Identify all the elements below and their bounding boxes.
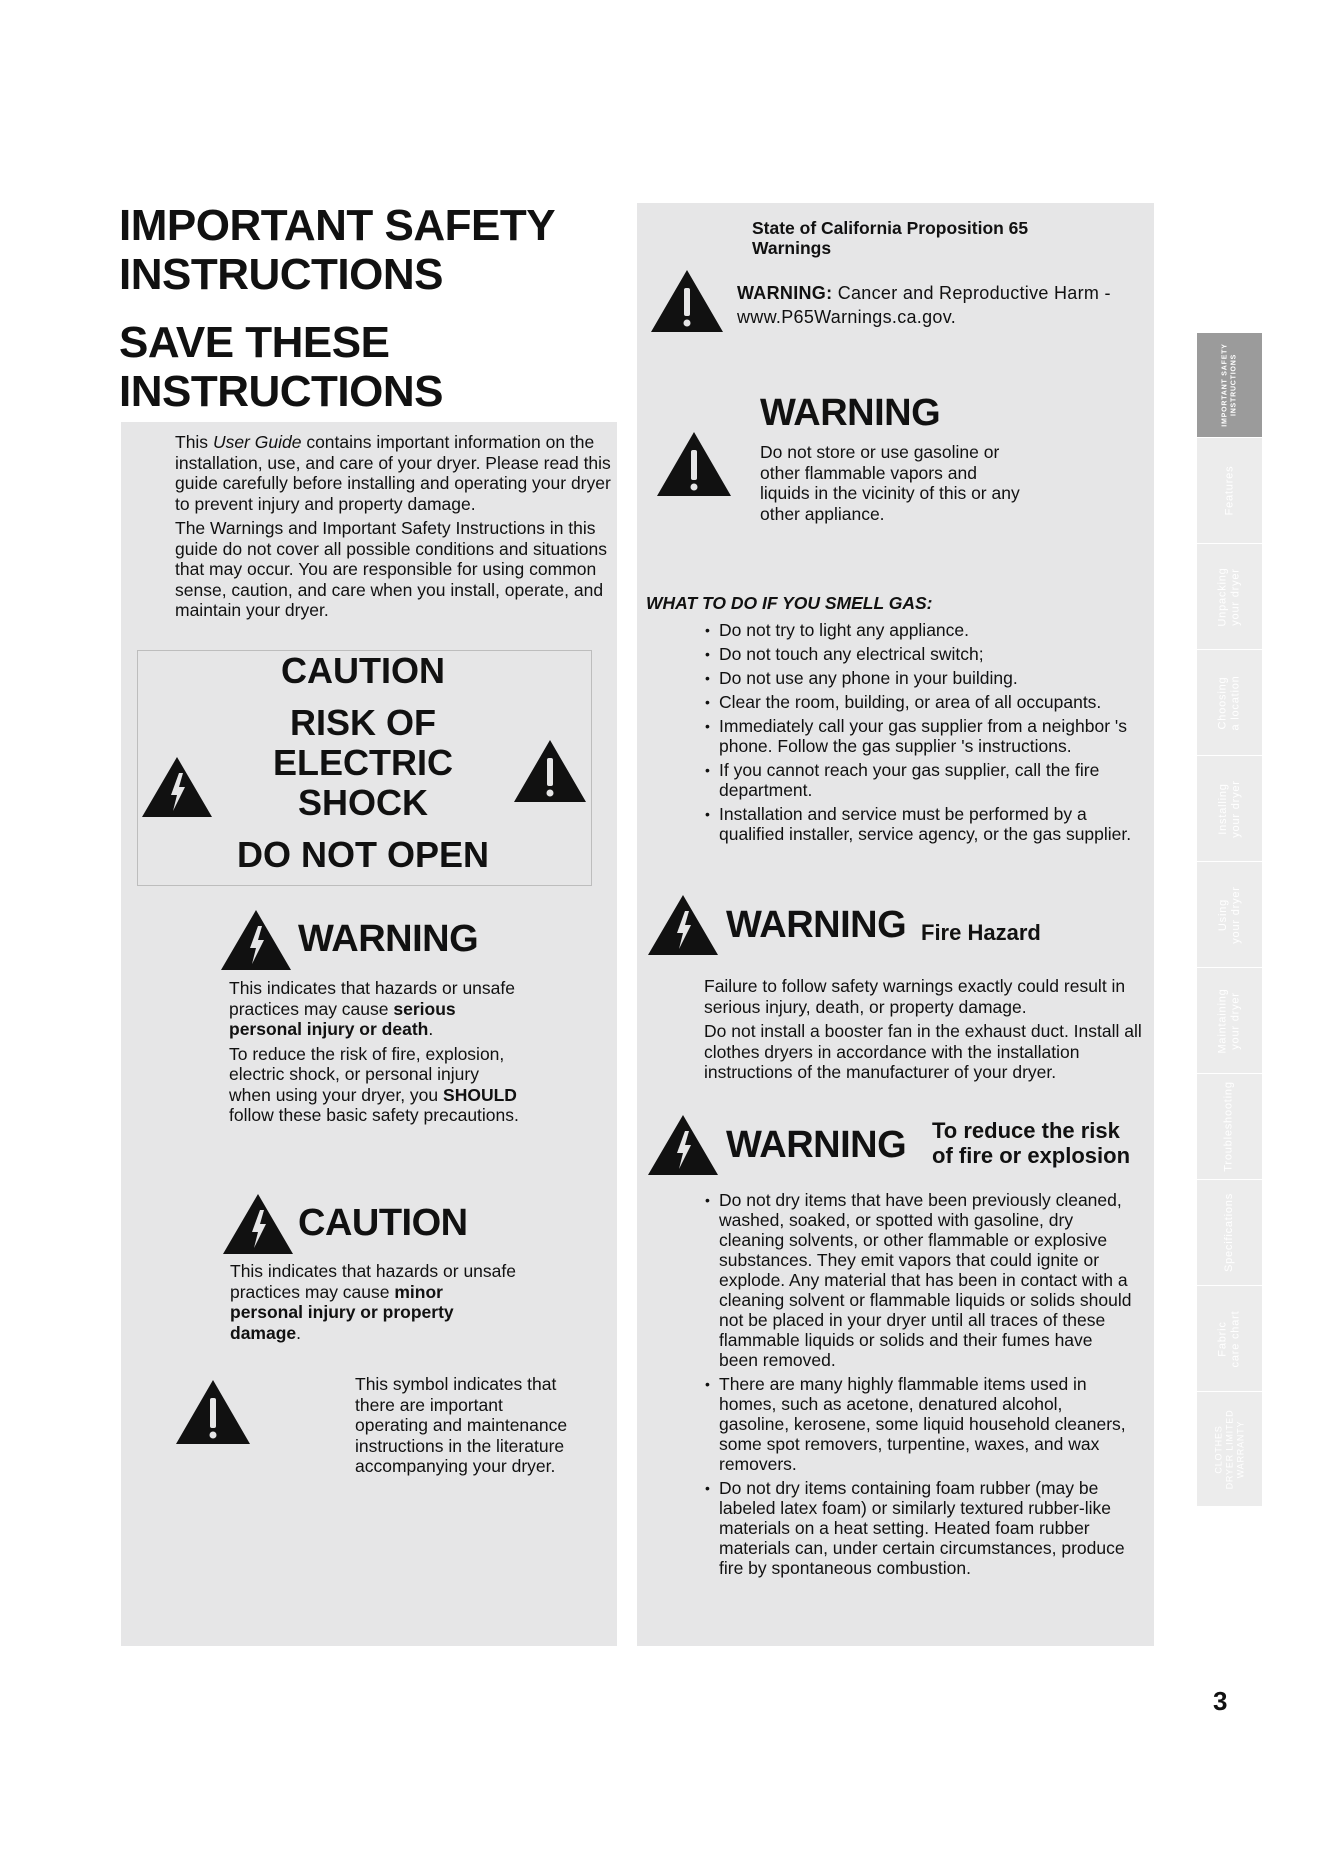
tab-installing[interactable]: Installing your dryer	[1197, 756, 1262, 862]
tab-choosing-location[interactable]: Choosing a location	[1197, 650, 1262, 756]
warning-paragraph-2: To reduce the risk of fire, explosion, electric shock, or personal injury when using your dryer, you SHOULD follow these basic safety precautions.	[229, 1043, 519, 1125]
list-item: • Installation and service must be performed by a qualified installer, service agency, or the gas supplier.	[705, 804, 1135, 844]
list-item: • Immediately call your gas supplier from a neighbor 's phone. Follow the gas supplier 's instructions.	[705, 716, 1135, 756]
page-number: 3	[1213, 1686, 1228, 1716]
exclamation-warning-icon	[656, 430, 732, 498]
warning-paragraph-1: This indicates that hazards or unsafe practices may cause serious personal injury or death.	[229, 978, 515, 1039]
tab-unpacking[interactable]: Unpacking your dryer	[1197, 544, 1262, 650]
exclamation-warning-icon	[175, 1378, 251, 1446]
tab-important-safety[interactable]: IMPORTANT SAFETY INSTRUCTIONS	[1197, 333, 1262, 438]
explosion-warning-subtitle: To reduce the risk of fire or explosion	[932, 1118, 1131, 1168]
tab-specifications[interactable]: Specifications	[1197, 1180, 1262, 1286]
electric-shock-warning-icon	[141, 755, 213, 819]
caution-definition: This indicates that hazards or unsafe practices may cause minor personal injury or property damage.	[230, 1261, 516, 1343]
symbol-explanation: This symbol indicates that there are important operating and maintenance instructions in the literature accompanying your dryer.	[355, 1374, 568, 1476]
fire-hazard-text: Failure to follow safety warnings exactly could result in serious injury, death, or property damage. Do not install a booster fan in the exhaust duct. Install all clothes dryers in accordance with the installation instructions of the manufacturer of your dryer.	[704, 976, 1142, 1082]
page-title: IMPORTANT SAFETY INSTRUCTIONS	[119, 201, 555, 299]
electric-shock-warning-icon	[220, 908, 292, 972]
caution-heading: CAUTION	[298, 1202, 468, 1244]
risk-of-electric-shock: RISK OF ELECTRIC SHOCK	[273, 702, 453, 823]
warning-heading: WARNING	[298, 918, 479, 960]
exclamation-warning-icon	[513, 738, 587, 804]
fire-hazard-warning-heading: WARNING	[726, 904, 907, 946]
explosion-list	[705, 1190, 1135, 1582]
list-item: • If you cannot reach your gas supplier, call the fire department.	[705, 760, 1135, 800]
electric-shock-warning-icon	[647, 1113, 719, 1177]
electric-shock-warning-icon	[647, 893, 719, 957]
intro-paragraph-1: This User Guide contains important information on the installation, use, and care of your dryer. Please read this guide carefully before installing and operating your dryer to prevent injury and property damage.	[175, 432, 611, 514]
electric-shock-caution-box	[137, 650, 592, 886]
save-instructions-title: SAVE THESE INSTRUCTIONS	[119, 318, 443, 416]
intro-paragraph-2: The Warnings and Important Safety Instructions in this guide do not cover all possible conditions and situations that may occur. You are responsible for using common sense, caution, and care when you install, operate, and maintain your dryer.	[175, 518, 607, 620]
intro-text	[175, 432, 615, 625]
fire-hazard-subtitle: Fire Hazard	[921, 920, 1041, 945]
tab-fabric-care-chart[interactable]: Fabric care chart	[1197, 1286, 1262, 1392]
tab-troubleshooting[interactable]: Troubleshooting	[1197, 1074, 1262, 1180]
tab-limited-warranty[interactable]: CLOTHES DRYER LIMITED WARRANTY	[1197, 1392, 1262, 1507]
list-item: • Do not dry items containing foam rubber (may be labeled latex foam) or similarly textured rubber-like materials on a heat setting. Heated foam rubber materials can, under certain circumstances, produce fire by spontaneous combustion.	[705, 1478, 1135, 1578]
warning-definition	[229, 978, 519, 1130]
tab-maintaining[interactable]: Maintaining your dryer	[1197, 968, 1262, 1074]
list-item: • There are many highly flammable items used in homes, such as acetone, denatured alcohol, gasoline, kerosene, some liquid household cleaners, some spot removers, turpentine, waxes, and wax removers.	[705, 1374, 1135, 1474]
gas-warning-text: Do not store or use gasoline or other flammable vapors and liquids in the vicinity of this or any other appliance.	[760, 442, 1020, 524]
do-not-open: DO NOT OPEN	[236, 834, 490, 875]
caution-box-heading: CAUTION	[281, 650, 445, 691]
list-item: • Do not try to light any appliance.	[705, 620, 1135, 640]
prop65-warning: WARNING: Cancer and Reproductive Harm -www.P65Warnings.ca.gov.	[737, 283, 1111, 327]
list-item: • Do not dry items that have been previously cleaned, washed, soaked, or spotted with gasoline, dry cleaning solvents, or other flammable or explosive substances. They emit vapors that could ignite or explode. Any material that has been in contact with a cleaning solvent or flammable liquids or solids should not be placed in your dryer until all traces of these flammable liquids or solids and their fumes have been removed.	[705, 1190, 1135, 1370]
exclamation-warning-icon	[650, 268, 724, 334]
list-item: • Clear the room, building, or area of all occupants.	[705, 692, 1135, 712]
list-item: • Do not touch any electrical switch;	[705, 644, 1135, 664]
tab-using[interactable]: Using your dryer	[1197, 862, 1262, 968]
list-item: • Do not use any phone in your building.	[705, 668, 1135, 688]
smell-gas-title: WHAT TO DO IF YOU SMELL GAS:	[646, 593, 933, 613]
explosion-warning-heading: WARNING	[726, 1124, 907, 1166]
tab-features[interactable]: Features	[1197, 438, 1262, 544]
smell-gas-list	[705, 620, 1135, 848]
electric-shock-caution-icon	[222, 1192, 294, 1256]
prop65-title: State of California Proposition 65 Warnings	[752, 218, 1029, 258]
gas-warning-heading: WARNING	[760, 392, 941, 434]
